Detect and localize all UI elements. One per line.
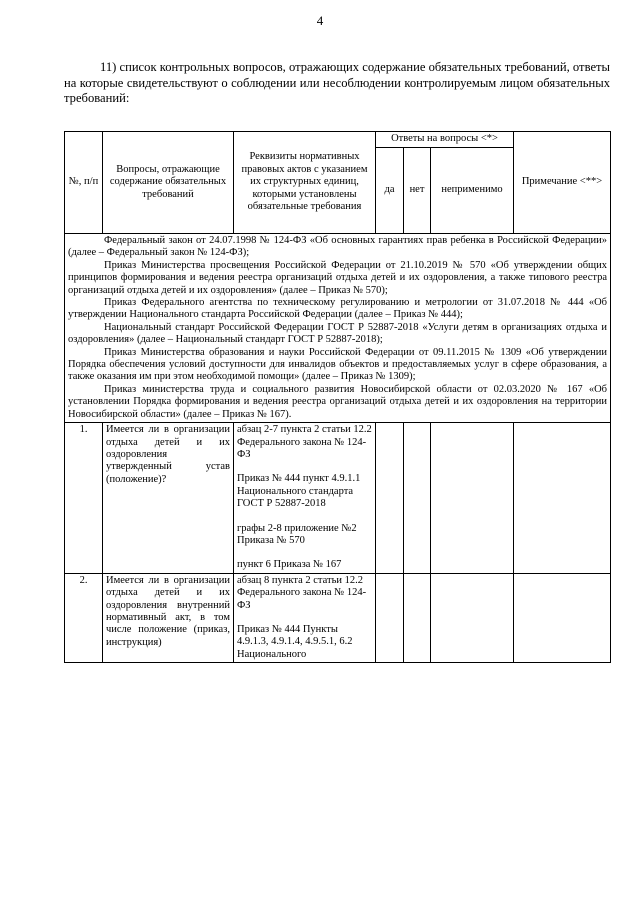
answer-na-cell[interactable] bbox=[431, 573, 514, 662]
row-num: 2. bbox=[65, 573, 103, 662]
document-item: Приказ Министерства просвещения Российской Федерации от 21.10.2019 № 570 «Об утверждении общих принципов формирования и ведения реестра организаций отдыха детей и их оздоровления, а также типового реестра организаций отдыха детей и их оздоровления» (далее – Приказ № 570); bbox=[68, 259, 607, 296]
answer-no-cell[interactable] bbox=[404, 573, 431, 662]
row-requisites bbox=[234, 423, 376, 574]
note-cell[interactable] bbox=[514, 423, 611, 574]
header-note: Примечание <**> bbox=[514, 132, 611, 234]
document-item: Приказ Федерального агентства по техническому регулированию и метрологии от 31.07.2018 № 444 «Об утверждении Национального стандарта Российской Федерации (далее – Приказ № 444); bbox=[68, 297, 607, 321]
row-requisites bbox=[234, 573, 376, 662]
table-row bbox=[65, 423, 611, 574]
document-item: Приказ Министерства образования и науки Российской Федерации от 09.11.2015 № 1309 «Об утверждении Порядка обеспечения условий доступности для инвалидов объектов и предоставляемых услуг в сфере образования, а также оказания им при этом необходимой помощи» (далее – Приказ № 1309); bbox=[68, 346, 607, 383]
requisite-item: абзац 8 пункта 2 статьи 12.2 Федерального закона № 124-ФЗ bbox=[237, 574, 367, 611]
answer-yes-cell[interactable] bbox=[376, 423, 404, 574]
requisite-item: пункт 6 Приказа № 167 bbox=[237, 559, 342, 571]
header-requisites: Реквизиты нормативных правовых актов с указанием их структурных единиц, которыми установлены обязательные требования bbox=[234, 132, 376, 234]
checklist-table bbox=[64, 131, 611, 663]
document-item: Национальный стандарт Российской Федерации ГОСТ Р 52887-2018 «Услуги детям в организациях отдыха и оздоровления» (далее – Национальный стандарт ГОСТ Р 52887-2018); bbox=[68, 321, 607, 346]
header-question: Вопросы, отражающие содержание обязательных требований bbox=[103, 132, 234, 234]
requisite-item: графы 2-8 приложение №2 Приказа № 570 bbox=[237, 522, 357, 546]
requisite-item: Приказ № 444 пункт 4.9.1.1 Национального стандарта ГОСТ Р 52887-2018 bbox=[237, 473, 361, 510]
header-yes: да bbox=[376, 148, 404, 234]
header-answers-group: Ответы на вопросы <*> bbox=[376, 132, 514, 148]
header-no: нет bbox=[404, 148, 431, 234]
answer-yes-cell[interactable] bbox=[376, 573, 404, 662]
document-item: Федеральный закон от 24.07.1998 № 124-ФЗ «Об основных гарантиях прав ребенка в Российской Федерации» (далее – Федеральный закон № 124-ФЗ); bbox=[68, 235, 607, 259]
header-num: №, п/п bbox=[65, 132, 103, 234]
document-item: Приказ министерства труда и социального развития Новосибирской области от 02.03.2020 № 167 «Об установлении Порядка формирования и ведения реестра организаций отдыха детей и их оздоровления на территории Новосибирской области» (далее – Приказ № 167). bbox=[68, 383, 607, 420]
row-question: Имеется ли в организации отдыха детей и их оздоровления внутренний нормативный акт, в том числе положение (приказ, инструкция) bbox=[103, 573, 234, 662]
answer-na-cell[interactable] bbox=[431, 423, 514, 574]
page-number: 4 bbox=[316, 13, 324, 28]
intro-paragraph: 11) список контрольных вопросов, отражающих содержание обязательных требований, ответы на которые свидетельствуют о соблюдении или несоблюдении контролируемым лицом обязательных требований: bbox=[64, 60, 610, 105]
header-na: неприменимо bbox=[431, 148, 514, 234]
requisite-item: Приказ № 444 Пункты 4.9.1.3, 4.9.1.4, 4.9.5.1, 6.2 Национального bbox=[237, 623, 353, 660]
requisite-item: абзац 2-7 пункта 2 статьи 12.2 Федерального закона № 124-ФЗ bbox=[237, 424, 372, 460]
row-question: Имеется ли в организации отдыха детей и их оздоровления утвержденный устав (положение)? bbox=[103, 423, 234, 574]
row-num: 1. bbox=[65, 423, 103, 574]
note-cell[interactable] bbox=[514, 573, 611, 662]
answer-no-cell[interactable] bbox=[404, 423, 431, 574]
table-row bbox=[65, 573, 611, 662]
documents-list bbox=[65, 234, 611, 423]
